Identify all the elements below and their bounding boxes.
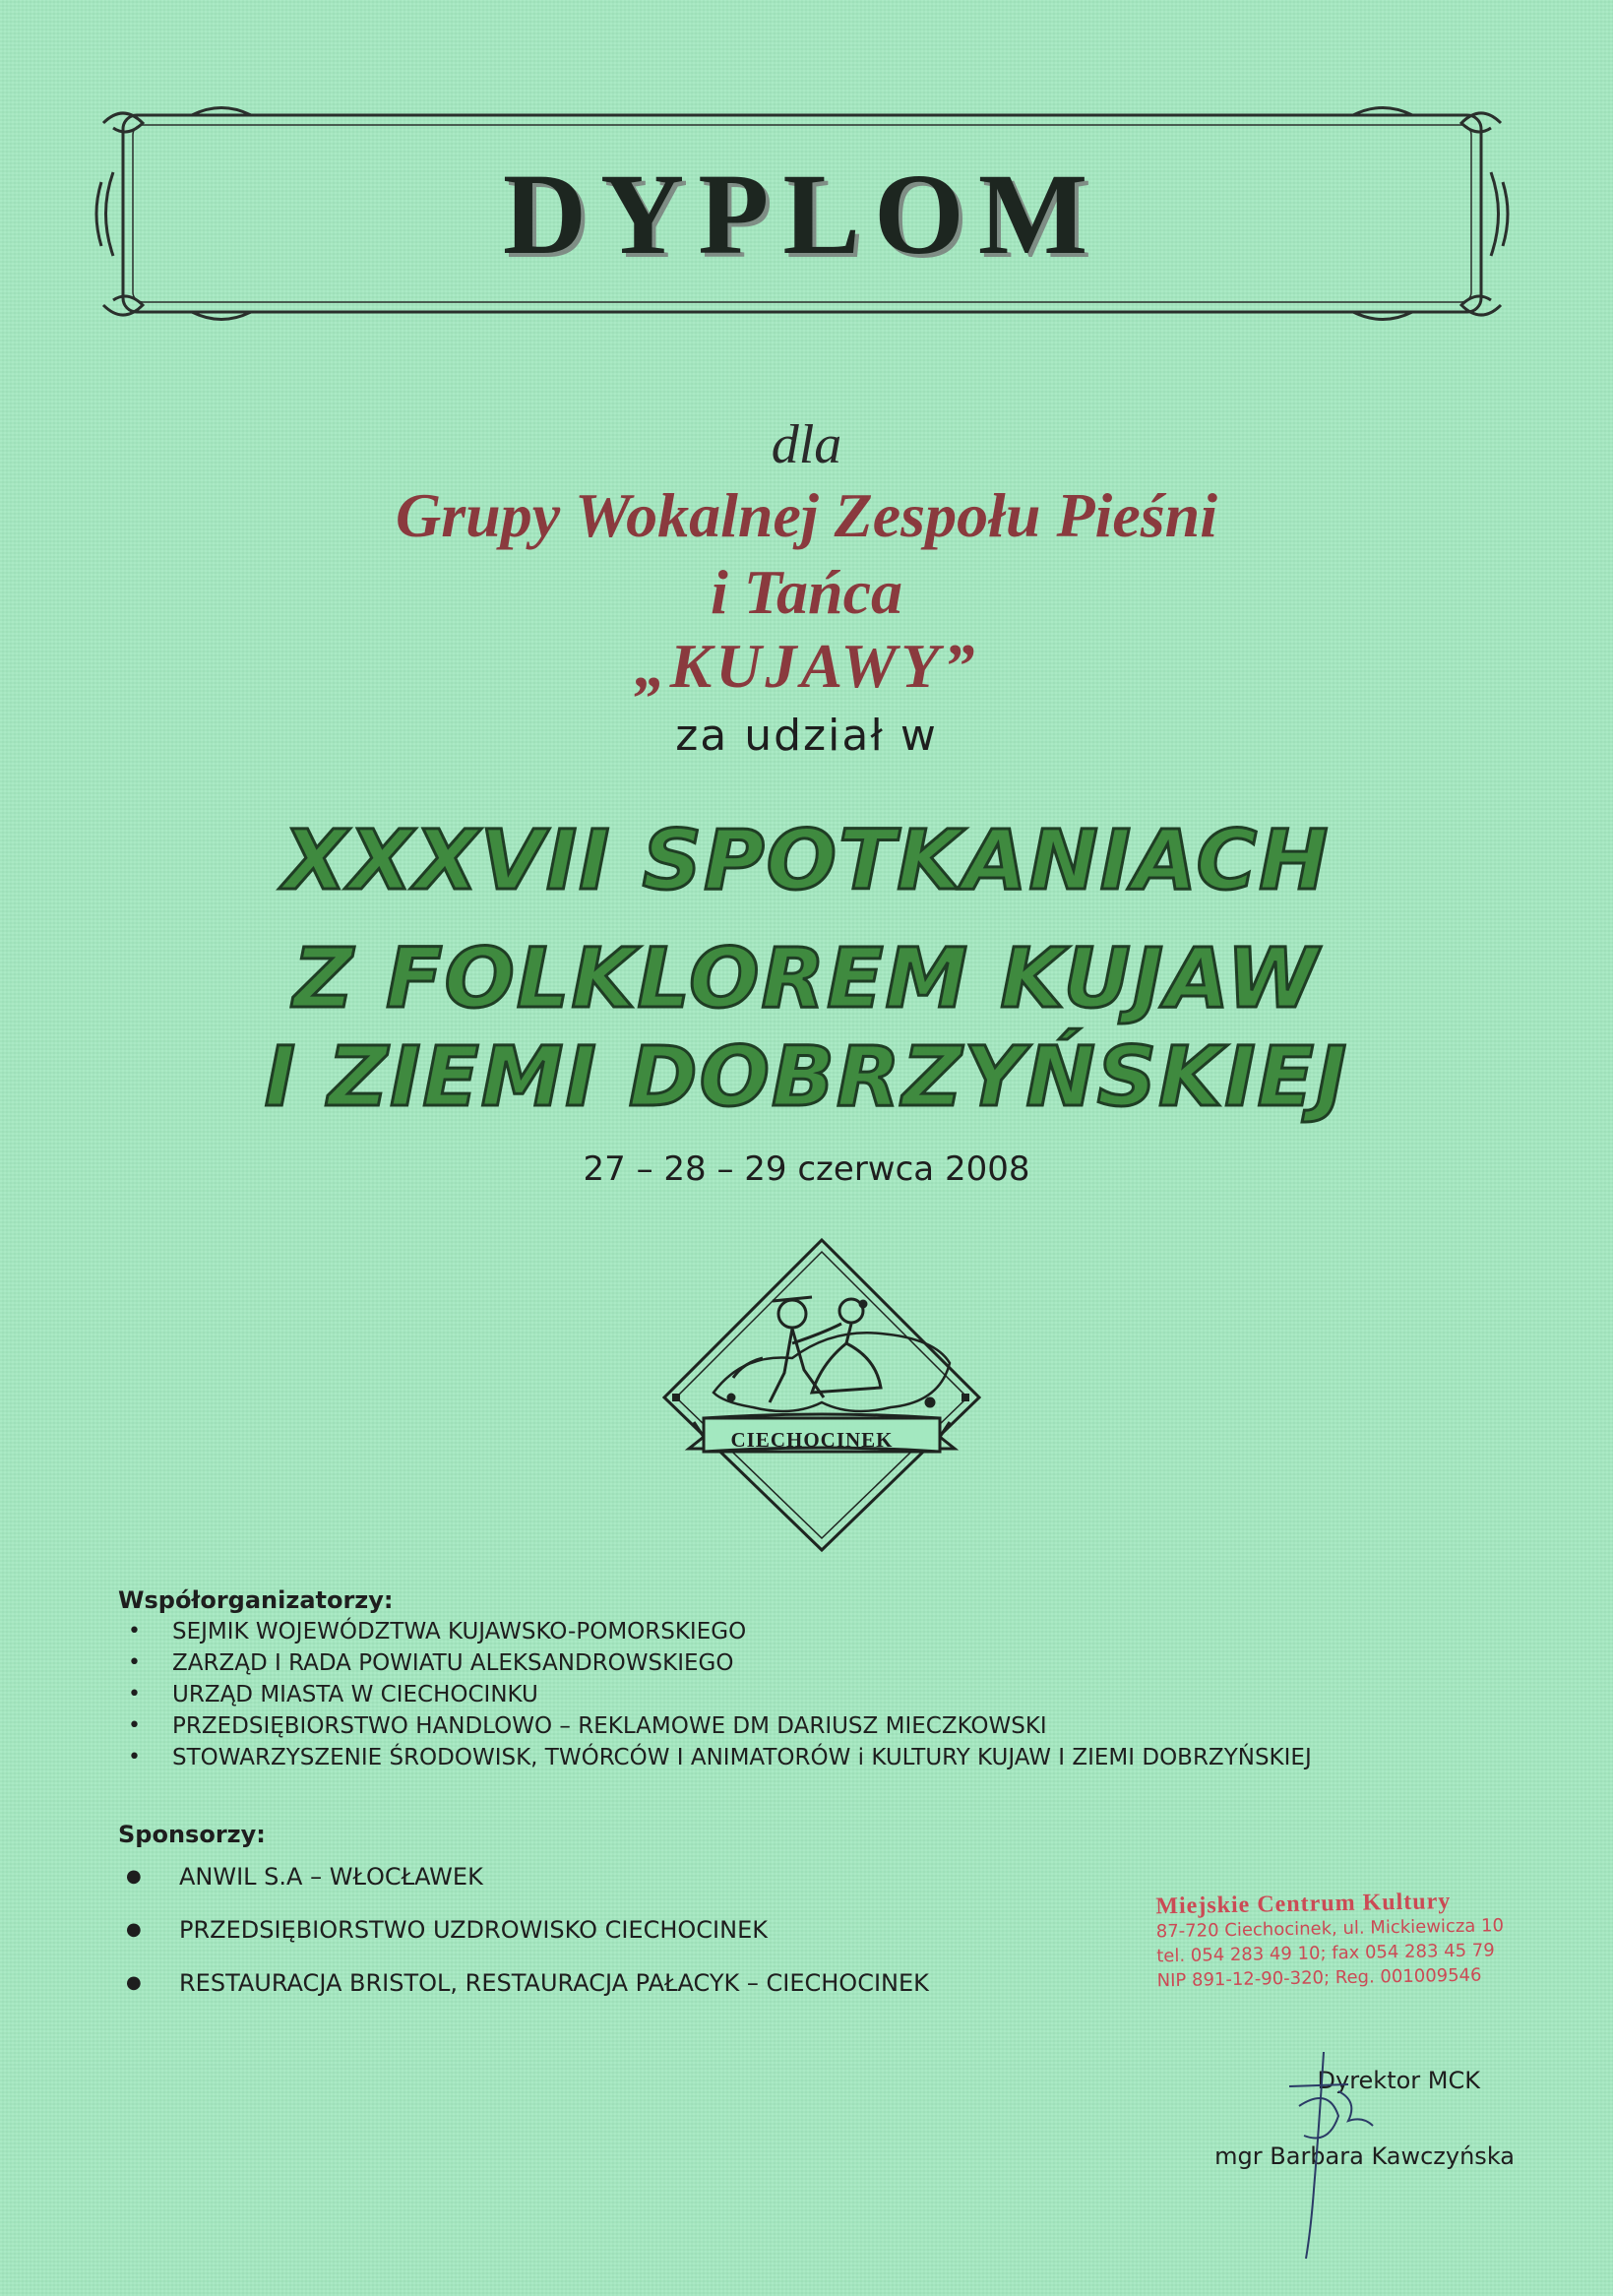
list-item: ● ANWIL S.A – WŁOCŁAWEK: [118, 1850, 929, 1903]
sponsors-heading: Sponsorzy:: [118, 1821, 266, 1848]
list-item: • URZĄD MIASTA W CIECHOCINKU: [118, 1679, 1312, 1710]
stamp-line-4: NIP 891-12-90-320; Reg. 001009546: [1156, 1964, 1482, 1992]
handwritten-signature-icon: [1270, 2047, 1417, 2264]
list-item: • SEJMIK WOJEWÓDZTWA KUJAWSKO-POMORSKIEGO: [118, 1616, 1312, 1647]
recipient-line-1: Grupy Wokalnej Zespołu Pieśni: [395, 480, 1218, 550]
recipient-prefix: dla: [771, 414, 842, 475]
signatory-role: Dyrektor MCK: [1317, 2067, 1480, 2094]
event-line-1: XXXVII SPOTKANIACH: [282, 812, 1331, 908]
stamp-line-3: tel. 054 283 49 10; fax 054 283 45 79: [1156, 1940, 1495, 1967]
signatory-name: mgr Barbara Kawczyńska: [1214, 2142, 1515, 2170]
recipient-line-2: i Tańca: [711, 557, 902, 627]
sponsors-section: [118, 1821, 929, 2010]
diploma-title: DYPLOM: [502, 150, 1102, 279]
logo-label: CIECHOCINEK: [730, 1428, 894, 1452]
sponsors-list: [118, 1850, 929, 2010]
coorganizers-heading: Współorganizatorzy:: [118, 1586, 394, 1614]
list-item: ● PRZEDSIĘBIORSTWO UZDROWISKO CIECHOCINEK: [118, 1903, 929, 1956]
list-item: • ZARZĄD I RADA POWIATU ALEKSANDROWSKIEGO: [118, 1647, 1312, 1679]
institution-stamp: [1155, 1889, 1531, 1994]
list-item: • STOWARZYSZENIE ŚRODOWISK, TWÓRCÓW I ANIMATORÓW i KULTURY KUJAW I ZIEMI DOBRZYŃSKIEJ: [118, 1742, 1312, 1773]
event-line-3: I ZIEMI DOBRZYŃSKIEJ: [264, 1028, 1349, 1125]
stamp-line-2: 87-720 Ciechocinek, ul. Mickiewicza 10: [1155, 1915, 1505, 1943]
recipient-suffix: za udział w: [675, 711, 938, 761]
stamp-line-1: Miejskie Centrum Kultury: [1155, 1889, 1452, 1920]
recipient-line-3: „KUJAWY”: [634, 631, 979, 701]
coorganizers-section: [118, 1586, 1312, 1773]
list-item: • PRZEDSIĘBIORSTWO HANDLOWO – REKLAMOWE DM DARIUSZ MIECZKOWSKI: [118, 1710, 1312, 1742]
list-item: ● RESTAURACJA BRISTOL, RESTAURACJA PAŁACYK – CIECHOCINEK: [118, 1956, 929, 2010]
folk-dancers-logo-icon: [645, 1220, 999, 1555]
coorganizers-list: [118, 1616, 1312, 1773]
event-line-2: Z FOLKLOREM KUJAW: [292, 930, 1321, 1026]
event-dates: 27 – 28 – 29 czerwca 2008: [583, 1149, 1030, 1189]
